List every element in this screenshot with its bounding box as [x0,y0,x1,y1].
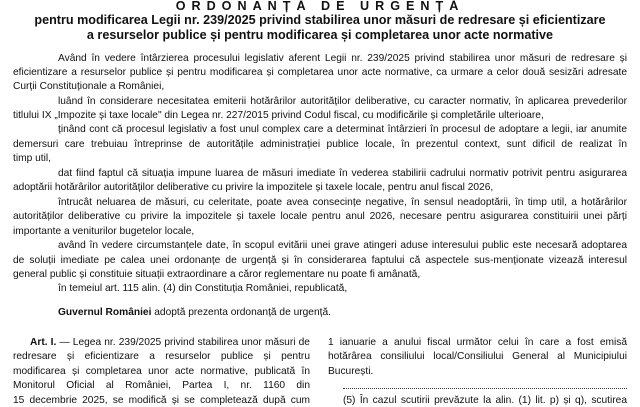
right-column-line: 1 ianuarie a anului fiscal următor celui în care a fost emisă [328,337,627,348]
article-line: 15 decembrie 2025, se modifică și se completează după cum [13,395,310,406]
document-title: ORDONANȚĂ DE URGENȚĂ [175,0,465,13]
document-subtitle-line: pentru modificarea Legii nr. 239/2025 privind stabilirea unor măsuri de redresare și eficientizare [34,13,606,27]
right-column-line: (5) În cazul scutirii prevăzute la alin. (1) lit. p) și q), scutirea [343,395,627,406]
preamble-line: general public și constituie situații extraordinare a căror reglementare nu poate fi amânată, [13,269,421,280]
preamble-line: în temeiul art. 115 alin. (4) din Constituția României, republicată, [58,283,348,294]
right-column-line: București. [328,366,374,377]
preamble-line: având în vedere circumstanțele date, în scopul evitării unei grave atingeri aduse interesului public este necesară adoptarea [58,240,627,251]
preamble-line: importante a veniturilor bugetelor locale, [13,226,195,237]
preamble-line: timp util, [13,153,51,164]
article-line: Art. I. — Legea nr. 239/2025 privind stabilirea unor măsuri de [30,337,310,348]
article-line: modificarea și completarea unor acte normative, publicată în [13,366,310,377]
adoption-clause [58,307,627,319]
preamble-line: adoptării hotărârilor autorităților deliberative cu privire la impozitele și taxele locale, pentru anul fiscal 2026, [13,182,494,193]
preamble-line: Având în vedere întârzierea procesului legislativ aferent Legii nr. 239/2025 privind stabilirea unor măsuri de redresare și [58,53,627,64]
document-subtitle-line: a resurselor publice și pentru modificarea și completarea unor acte normative [86,28,554,42]
omission-dots [343,388,627,389]
preamble-line: de soluții imediate pe calea unei ordonanțe de urgență și în considerarea faptului că aspectele sus-menționate vizează interesul [13,255,627,266]
preamble-line: autorităților deliberative cu privire la impozitele și taxele locale pentru anul 2026, necesare pentru asigurarea constituirii unei părți [13,211,627,222]
article-label: Art. I. [30,337,57,348]
adoption-text: adoptă prezenta ordonanță de urgență. [151,307,331,318]
article-line: Monitorul Oficial al României, Partea I, nr. 1160 din [13,380,310,391]
preamble-line: dat fiind faptul că situația impune luarea de măsuri imediate în vederea stabilirii cadrului normativ potrivit pentru asigurarea [58,168,627,179]
preamble-line: luând în considerare necesitatea emiterii hotărârilor autorităților deliberative, cu caracter normativ, în aplicarea prevederilor [58,96,627,107]
article-line: redresare și eficientizare a resurselor publice și pentru [13,351,310,362]
preamble-line: eficientizare a resurselor publice și pentru modificarea și completarea unor acte normative, ca urmare a celor două sesizări adresate [13,67,627,78]
preamble-line: ținând cont că procesul legislativ a fost unul complex care a determinat întârzieri în procesul de adoptare a legii, iar anumite [58,124,627,135]
preamble-line: întrucât neluarea de măsuri, cu celeritate, poate avea consecințe negative, în sensul neadoptării, în timp util, a hotărârilor [58,197,627,208]
right-column-line: hotărârea consiliului local/Consiliului General al Municipiului [328,351,627,362]
government-name: Guvernul României [58,307,152,318]
preamble-line: demersuri care trebuiau întreprinse de autoritățile administrației publice locale, în prezentul context, sunt dificil de realizat în [13,139,627,150]
preamble-line: titlului IX „Impozite și taxe locale" din Legea nr. 227/2015 privind Codul fiscal, cu modificările și completările ulterioare, [13,110,544,121]
preamble-line: Curții Constituționale a României, [13,81,165,92]
